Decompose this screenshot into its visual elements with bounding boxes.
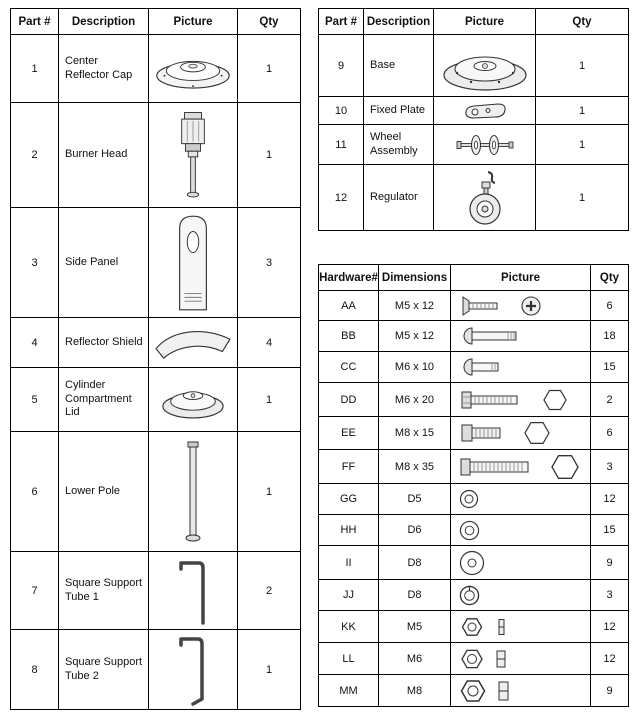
part-picture — [434, 35, 536, 97]
col-header-qty: Qty — [238, 9, 301, 35]
hardware-row-MM — [319, 675, 629, 707]
hardware-id: GG — [319, 484, 379, 515]
hex-bolt-nut-icon — [459, 387, 583, 413]
part-row-10 — [319, 97, 629, 125]
part-row-12 — [319, 165, 629, 231]
hardware-picture — [451, 643, 591, 675]
part-description: Regulator — [364, 165, 434, 231]
hardware-dimensions: D5 — [379, 484, 451, 515]
col-header-picture: Picture — [149, 9, 238, 35]
col-header-description: Description — [59, 9, 149, 35]
hardware-row-HH — [319, 515, 629, 546]
part-description: Lower Pole — [59, 432, 149, 552]
hardware-dimensions: M5 x 12 — [379, 321, 451, 352]
quantity: 12 — [591, 611, 629, 643]
nut-pin-small-icon — [459, 616, 513, 638]
washer-medium-icon — [459, 520, 480, 541]
part-number: 11 — [319, 125, 364, 165]
round-bolt-short-icon — [459, 357, 547, 377]
regulator-icon — [462, 170, 508, 226]
part-picture — [149, 318, 238, 368]
hardware-id: KK — [319, 611, 379, 643]
part-description: Center Reflector Cap — [59, 35, 149, 103]
spring-washer-icon — [459, 585, 480, 606]
quantity: 9 — [591, 675, 629, 707]
hardware-dimensions: M8 — [379, 675, 451, 707]
support-tube-2-icon — [176, 633, 210, 707]
part-number: 4 — [11, 318, 59, 368]
hardware-picture — [451, 675, 591, 707]
hardware-row-EE — [319, 417, 629, 450]
washer-small-icon — [459, 489, 479, 509]
part-row-7 — [11, 552, 301, 630]
hardware-row-LL — [319, 643, 629, 675]
hardware-picture — [451, 484, 591, 515]
cylinder-lid-icon — [160, 379, 226, 420]
part-picture — [149, 208, 238, 318]
hardware-id: JJ — [319, 580, 379, 611]
quantity: 3 — [238, 208, 301, 318]
part-description: Base — [364, 35, 434, 97]
part-description: Square Support Tube 1 — [59, 552, 149, 630]
part-row-3 — [11, 208, 301, 318]
part-number: 2 — [11, 103, 59, 208]
part-picture — [149, 552, 238, 630]
part-description: Reflector Shield — [59, 318, 149, 368]
col-header-part-number: Part # — [11, 9, 59, 35]
quantity: 2 — [238, 552, 301, 630]
quantity: 1 — [238, 432, 301, 552]
col-header-description: Description — [364, 9, 434, 35]
hardware-picture — [451, 611, 591, 643]
nut-spacer-icon — [459, 648, 515, 670]
hardware-dimensions: M6 x 10 — [379, 352, 451, 383]
hardware-id: AA — [319, 291, 379, 321]
hardware-dimensions: M6 x 20 — [379, 383, 451, 417]
part-number: 7 — [11, 552, 59, 630]
part-row-4 — [11, 318, 301, 368]
lower-pole-icon — [184, 439, 202, 545]
hardware-picture — [451, 450, 591, 484]
part-row-5 — [11, 368, 301, 432]
hardware-dimensions: M8 x 35 — [379, 450, 451, 484]
hardware-dimensions: M8 x 15 — [379, 417, 451, 450]
quantity: 3 — [591, 580, 629, 611]
quantity: 1 — [536, 97, 629, 125]
col-header-picture: Picture — [451, 265, 591, 291]
col-header-picture: Picture — [434, 9, 536, 35]
part-picture — [149, 630, 238, 710]
side-panel-icon — [172, 213, 214, 313]
wheel-assembly-icon — [456, 131, 514, 159]
quantity: 1 — [238, 103, 301, 208]
hex-bolt-short-nut-icon — [459, 420, 567, 446]
table-header-row — [319, 265, 629, 291]
part-picture — [434, 125, 536, 165]
table-header-row — [11, 9, 301, 35]
part-picture — [434, 165, 536, 231]
flat-screw-icon — [459, 295, 567, 317]
hardware-dimensions: D6 — [379, 515, 451, 546]
round-bolt-long-icon — [459, 326, 569, 346]
quantity: 12 — [591, 643, 629, 675]
part-description: Square Support Tube 2 — [59, 630, 149, 710]
quantity: 1 — [238, 368, 301, 432]
part-description: Cylinder Compartment Lid — [59, 368, 149, 432]
hardware-id: MM — [319, 675, 379, 707]
hardware-row-GG — [319, 484, 629, 515]
part-number: 5 — [11, 368, 59, 432]
part-number: 3 — [11, 208, 59, 318]
col-header-hardware-id: Hardware# — [319, 265, 379, 291]
hex-bolt-long-nut-icon — [459, 453, 587, 481]
nut-spacer-large-icon — [459, 679, 519, 703]
quantity: 15 — [591, 515, 629, 546]
part-row-6 — [11, 432, 301, 552]
hardware-picture — [451, 580, 591, 611]
hardware-row-II — [319, 546, 629, 580]
burner-head-icon — [176, 108, 210, 202]
hardware-table — [318, 264, 629, 707]
part-description: Side Panel — [59, 208, 149, 318]
hardware-id: EE — [319, 417, 379, 450]
hardware-id: FF — [319, 450, 379, 484]
part-number: 12 — [319, 165, 364, 231]
part-row-8 — [11, 630, 301, 710]
hardware-row-JJ — [319, 580, 629, 611]
quantity: 4 — [238, 318, 301, 368]
hardware-picture — [451, 417, 591, 450]
part-row-2 — [11, 103, 301, 208]
hardware-id: DD — [319, 383, 379, 417]
reflector-cap-icon — [153, 47, 233, 91]
hardware-dimensions: M5 x 12 — [379, 291, 451, 321]
col-header-qty: Qty — [536, 9, 629, 35]
quantity: 12 — [591, 484, 629, 515]
hardware-dimensions: M6 — [379, 643, 451, 675]
part-picture — [149, 432, 238, 552]
hardware-id: CC — [319, 352, 379, 383]
hardware-id: BB — [319, 321, 379, 352]
hardware-id: HH — [319, 515, 379, 546]
hardware-picture — [451, 321, 591, 352]
hardware-picture — [451, 515, 591, 546]
col-header-part-number: Part # — [319, 9, 364, 35]
quantity: 1 — [536, 125, 629, 165]
hardware-picture — [451, 546, 591, 580]
part-description: Fixed Plate — [364, 97, 434, 125]
parts-table-left — [10, 8, 301, 710]
part-row-9 — [319, 35, 629, 97]
washer-large-icon — [459, 550, 485, 576]
part-number: 6 — [11, 432, 59, 552]
hardware-row-KK — [319, 611, 629, 643]
quantity: 6 — [591, 291, 629, 321]
part-number: 10 — [319, 97, 364, 125]
hardware-dimensions: D8 — [379, 546, 451, 580]
part-row-11 — [319, 125, 629, 165]
part-number: 9 — [319, 35, 364, 97]
fixed-plate-icon — [462, 100, 508, 122]
hardware-row-AA — [319, 291, 629, 321]
hardware-dimensions: D8 — [379, 580, 451, 611]
hardware-id: LL — [319, 643, 379, 675]
hardware-picture — [451, 291, 591, 321]
part-description: Wheel Assembly — [364, 125, 434, 165]
hardware-picture — [451, 352, 591, 383]
table-header-row — [319, 9, 629, 35]
part-description: Burner Head — [59, 103, 149, 208]
base-icon — [441, 39, 529, 93]
part-picture — [434, 97, 536, 125]
quantity: 9 — [591, 546, 629, 580]
hardware-row-DD — [319, 383, 629, 417]
hardware-row-BB — [319, 321, 629, 352]
part-number: 8 — [11, 630, 59, 710]
quantity: 15 — [591, 352, 629, 383]
quantity: 3 — [591, 450, 629, 484]
quantity: 1 — [536, 165, 629, 231]
part-picture — [149, 103, 238, 208]
part-row-1 — [11, 35, 301, 103]
support-tube-1-icon — [176, 556, 210, 626]
quantity: 18 — [591, 321, 629, 352]
hardware-dimensions: M5 — [379, 611, 451, 643]
quantity: 2 — [591, 383, 629, 417]
quantity: 1 — [238, 35, 301, 103]
part-picture — [149, 35, 238, 103]
hardware-id: II — [319, 546, 379, 580]
col-header-qty: Qty — [591, 265, 629, 291]
part-picture — [149, 368, 238, 432]
col-header-dimensions: Dimensions — [379, 265, 451, 291]
parts-table-right — [318, 8, 629, 231]
quantity: 1 — [536, 35, 629, 97]
hardware-picture — [451, 383, 591, 417]
hardware-row-FF — [319, 450, 629, 484]
quantity: 1 — [238, 630, 301, 710]
reflector-shield-icon — [153, 325, 233, 361]
part-number: 1 — [11, 35, 59, 103]
quantity: 6 — [591, 417, 629, 450]
hardware-row-CC — [319, 352, 629, 383]
